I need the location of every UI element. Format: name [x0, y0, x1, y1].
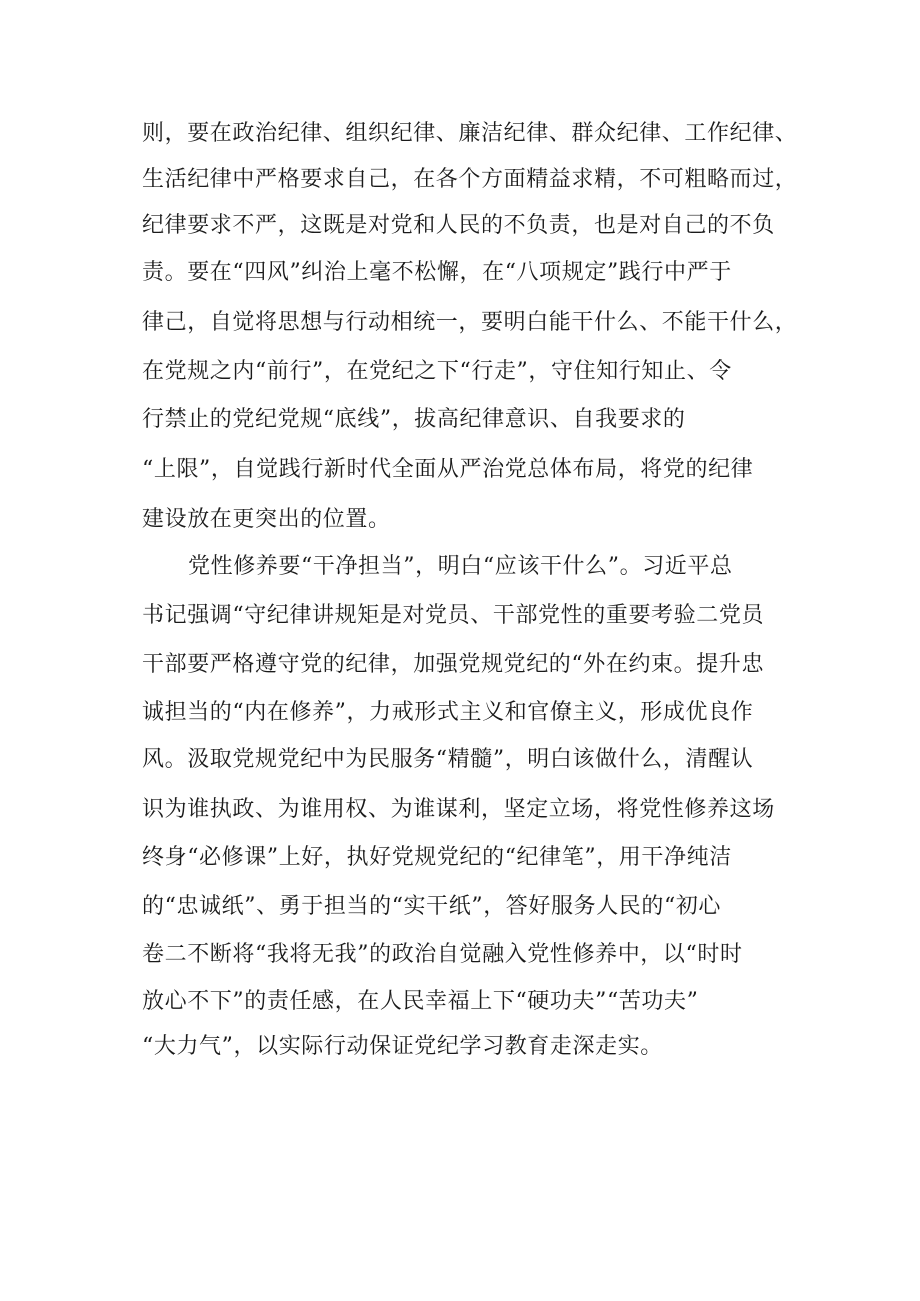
text-line: 卷二不断将“我将无我”的政治自觉融入党性修养中，以“时时 [142, 942, 743, 967]
text-line: 则，要在政治纪律、组织纪律、廉洁纪律、群众纪律、工作纪律、 [142, 121, 798, 146]
text-line: 风。汲取党规党纪中为民服务“精髓”，明白该做什么，清醒认 [142, 747, 754, 772]
text-line: 放心不下”的责任感，在人民幸福上下“硬功夫”“苦功夫” [142, 989, 699, 1014]
text-line: 的“忠诚纸”、勇于担当的“实干纸”，答好服务人民的“初心 [142, 894, 722, 919]
text-line: 终身“必修课”上好，执好党规党纪的“纪律笔”，用干净纯洁 [142, 845, 732, 870]
text-line: 诚担当的“内在修养”，力戒形式主义和官僚主义，形成优良作 [142, 700, 754, 725]
text-line: 纪律要求不严，这既是对党和人民的不负责，也是对自己的不负 [142, 213, 775, 238]
text-line: 在党规之内“前行”，在党纪之下“行走”，守住知行知止、令 [142, 359, 732, 384]
text-line: 责。要在“四风”纠治上毫不松懈，在“八项规定”践行中严于 [142, 260, 732, 285]
text-line: 干部要严格遵守党的纪律，加强党规党纪的“外在约束。提升忠 [142, 652, 765, 677]
text-line: “大力气”，以实际行动保证党纪学习教育走深走实。 [142, 1034, 663, 1059]
text-line: 建设放在更突出的位置。 [142, 507, 391, 532]
text-line: 书记强调“守纪律讲规矩是对党员、干部党性的重要考验二党员 [142, 603, 765, 628]
text-line: 律己，自觉将思想与行动相统一，要明白能干什么、不能干什么， [142, 310, 798, 335]
text-line: “上限”，自觉践行新时代全面从严治党总体布局，将党的纪律 [142, 457, 754, 482]
paragraph-first-line: 党性修养要“干净担当”，明白“应该干什么”。习近平总 [188, 554, 733, 579]
text-line: 行禁止的党纪党规“底线”，拔高纪律意识、自我要求的 [142, 407, 686, 432]
text-line: 生活纪律中严格要求自己，在各个方面精益求精，不可粗略而过， [142, 167, 798, 192]
text-line: 识为谁执政、为谁用权、为谁谋利，坚定立场，将党性修养这场 [142, 797, 775, 822]
